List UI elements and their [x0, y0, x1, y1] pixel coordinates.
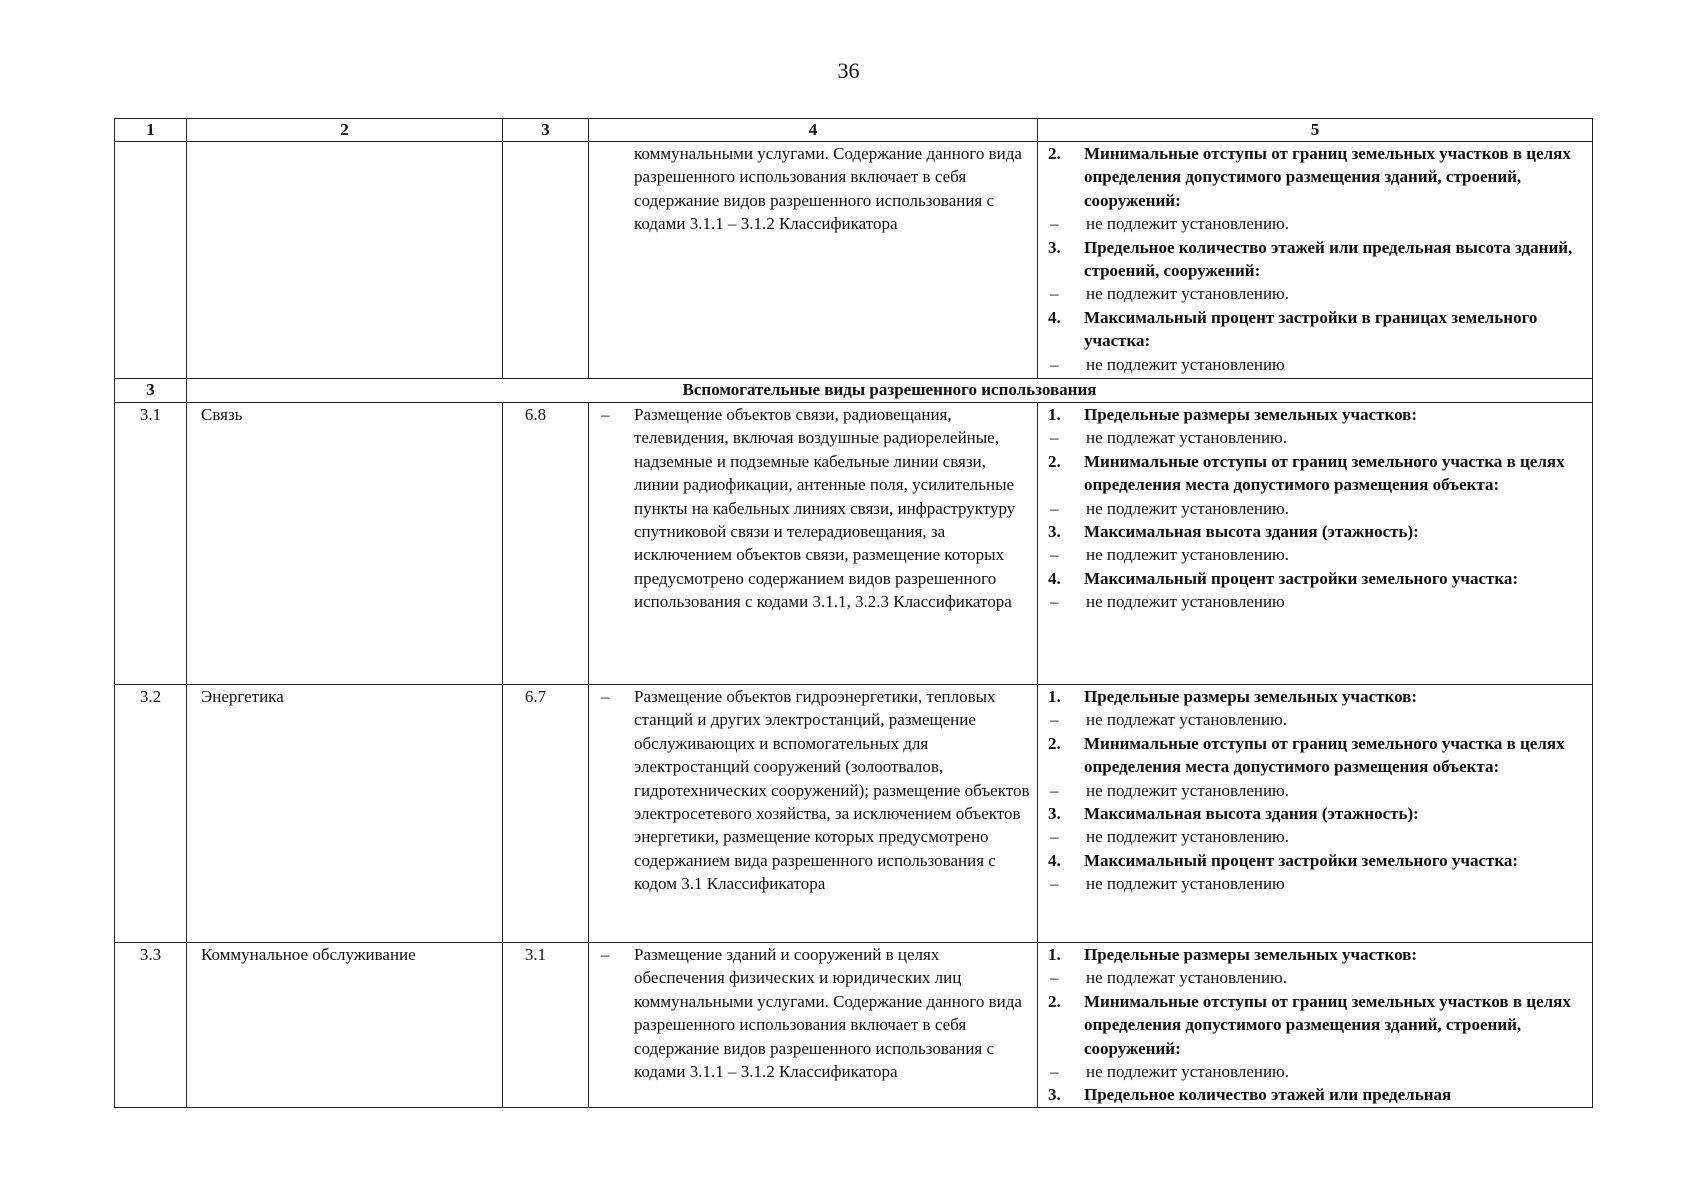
column-header-3: 3 — [503, 119, 589, 142]
dash-marker: – — [1050, 428, 1059, 448]
parameter-value — [1048, 966, 1586, 989]
parameter-text: Предельное количество этажей или предельная — [1084, 1085, 1452, 1105]
classifier-code: 6.7 — [503, 685, 589, 943]
parameter-heading — [1048, 1083, 1586, 1106]
parameter-heading — [1048, 849, 1586, 872]
dash-marker: – — [1050, 354, 1059, 374]
dash-marker: – — [1050, 284, 1059, 304]
parameter-text: не подлежит установлению. — [1086, 498, 1290, 518]
description-text: коммунальными услугами. Содержание данного вида разрешенного использования включает в себя содержание видов разрешенного использования с кодами 3.1.1 – 3.1.2 Классификатора — [634, 144, 1022, 234]
use-name: Коммунальное обслуживание — [187, 943, 503, 1108]
dash-marker: – — [1050, 710, 1059, 730]
parameter-text: Максимальная высота здания (этажность): — [1084, 804, 1419, 824]
parameter-heading — [1048, 732, 1586, 779]
description-text: Размещение объектов связи, радиовещания, телевидения, включая воздушные радиорелейные, надземные и подземные кабельные линии связи, линии радиофикации, антенные поля, усилительные пункты на кабельных линиях связи, инфраструктуру спутниковой связи и телерадиовещания, за исключением объектов связи, размещение которых предусмотрено содержанием видов разрешенного использования с кодами 3.1.1, 3.2.3 Классификатора — [634, 405, 1016, 612]
parameter-text: не подлежат установлению. — [1086, 968, 1288, 988]
dash-marker: – — [1050, 1062, 1059, 1082]
classifier-code: 3.1 — [503, 943, 589, 1108]
parameter-text: не подлежит установлению. — [1086, 545, 1290, 565]
description-cell — [589, 943, 1038, 1108]
dash-marker: – — [601, 405, 610, 424]
dash-marker: – — [1050, 214, 1059, 234]
parameter-heading — [1048, 802, 1586, 825]
parameter-heading — [1048, 236, 1586, 283]
parameter-value — [1048, 590, 1586, 613]
dash-marker: – — [601, 945, 610, 964]
parameter-number: 4. — [1048, 568, 1061, 588]
parameter-text: не подлежит установлению — [1086, 874, 1285, 894]
parameter-text: Предельные размеры земельных участков: — [1084, 945, 1418, 964]
parameter-value — [1048, 353, 1586, 376]
parameter-number: 2. — [1048, 144, 1061, 163]
parameter-text: не подлежат установлению. — [1086, 428, 1288, 448]
description-text: Размещение объектов гидроэнергетики, тепловых станций и других электростанций, размещение обслуживающих и вспомогательных для электростанций сооружений (золоотвалов, гидротехнических сооружений); размещение объектов электросетевого хозяйства, за исключением объектов энергетики, размещение которых предусмотрено содержанием вида разрешенного использования с кодом 3.1 Классификатора — [634, 687, 1030, 894]
parameter-number: 4. — [1048, 850, 1061, 870]
description-text: Размещение зданий и сооружений в целях обеспечения физических и юридических лиц коммунальными услугами. Содержание данного вида разрешенного использования включает в себя содержание видов разрешенного использования с кодами 3.1.1 – 3.1.2 Классификатора — [634, 945, 1022, 1082]
parameter-text: Максимальный процент застройки земельного участка: — [1084, 850, 1519, 870]
row-number: 3.2 — [115, 685, 187, 943]
group-title: Вспомогательные виды разрешенного использования — [187, 379, 1593, 403]
parameter-text: Предельные размеры земельных участков: — [1084, 405, 1418, 424]
parameter-number: 4. — [1048, 307, 1061, 327]
row-number: 3.3 — [115, 943, 187, 1108]
parameter-value — [1048, 426, 1586, 449]
parameter-text: не подлежат установлению. — [1086, 710, 1288, 730]
parameter-text: не подлежит установлению — [1086, 354, 1285, 374]
parameter-value — [1048, 708, 1586, 731]
group-number: 3 — [115, 379, 187, 403]
parameter-heading — [1048, 943, 1586, 966]
parameter-value — [1048, 825, 1586, 848]
parameter-number: 2. — [1048, 991, 1061, 1011]
parameter-text: не подлежит установлению. — [1086, 284, 1290, 304]
parameter-text: Максимальная высота здания (этажность): — [1084, 522, 1419, 542]
parameter-text: не подлежит установлению. — [1086, 214, 1290, 234]
parameter-value — [1048, 212, 1586, 235]
parameter-number: 1. — [1048, 687, 1061, 706]
dash-marker: – — [1050, 498, 1059, 518]
parameter-value — [1048, 779, 1586, 802]
page-number: 36 — [837, 58, 860, 83]
parameter-number: 2. — [1048, 733, 1061, 753]
parameter-value — [1048, 543, 1586, 566]
parameter-number: 1. — [1048, 405, 1061, 424]
parameter-text: Минимальные отступы от границ земельного участка в целях определения места допустимого размещения объекта: — [1084, 451, 1565, 495]
dash-marker: – — [601, 687, 610, 706]
description-cell — [589, 685, 1038, 943]
regulations-table — [114, 118, 1593, 1108]
dash-marker: – — [1050, 874, 1059, 894]
parameter-number: 2. — [1048, 451, 1061, 471]
parameter-heading — [1048, 142, 1586, 212]
classifier-code: 6.8 — [503, 403, 589, 685]
description-cell — [589, 142, 1038, 379]
parameter-text: Минимальные отступы от границ земельного участка в целях определения места допустимого размещения объекта: — [1084, 733, 1565, 777]
parameter-heading — [1048, 403, 1586, 426]
parameters-cell — [1038, 943, 1593, 1108]
row-number: 3.1 — [115, 403, 187, 685]
parameter-value — [1048, 282, 1586, 305]
use-name: Энергетика — [187, 685, 503, 943]
parameter-text: не подлежит установлению — [1086, 592, 1285, 612]
parameters-cell — [1038, 142, 1593, 379]
parameter-text: Максимальный процент застройки в границах земельного участка: — [1084, 307, 1538, 351]
table-row — [115, 943, 1593, 1108]
dash-marker: – — [1050, 592, 1059, 612]
table-row — [115, 685, 1593, 943]
parameter-number: 3. — [1048, 522, 1061, 542]
parameter-number: 1. — [1048, 945, 1061, 964]
dash-marker: – — [1050, 545, 1059, 565]
parameter-text: Предельные размеры земельных участков: — [1084, 687, 1418, 706]
parameter-heading — [1048, 306, 1586, 353]
dash-marker: – — [1050, 827, 1059, 847]
group-row — [115, 379, 1593, 403]
parameter-text: Предельное количество этажей или предельная высота зданий, строений, сооружений: — [1084, 237, 1573, 281]
parameter-heading — [1048, 520, 1586, 543]
parameter-number: 3. — [1048, 237, 1061, 257]
parameter-heading — [1048, 990, 1586, 1060]
parameter-value — [1048, 497, 1586, 520]
parameter-text: Минимальные отступы от границ земельных участков в целях определения допустимого размещения зданий, строений, сооружений: — [1084, 144, 1571, 210]
column-header-5: 5 — [1038, 119, 1593, 142]
use-name: Связь — [187, 403, 503, 685]
parameter-text: Минимальные отступы от границ земельных участков в целях определения допустимого размещения зданий, строений, сооружений: — [1084, 991, 1571, 1058]
parameters-cell — [1038, 403, 1593, 685]
continuation-row — [115, 142, 1593, 379]
parameter-number: 3. — [1048, 804, 1061, 824]
parameter-text: не подлежит установлению. — [1086, 827, 1290, 847]
parameter-heading — [1048, 685, 1586, 708]
dash-marker: – — [1050, 780, 1059, 800]
parameter-value — [1048, 872, 1586, 895]
parameter-text: не подлежит установлению. — [1086, 780, 1290, 800]
parameter-heading — [1048, 567, 1586, 590]
parameter-text: Максимальный процент застройки земельного участка: — [1084, 568, 1519, 588]
column-header-2: 2 — [187, 119, 503, 142]
parameter-number: 3. — [1048, 1085, 1061, 1105]
parameter-text: не подлежит установлению. — [1086, 1062, 1290, 1082]
parameters-cell — [1038, 685, 1593, 943]
column-header-1: 1 — [115, 119, 187, 142]
column-header-4: 4 — [589, 119, 1038, 142]
dash-marker: – — [1050, 968, 1059, 988]
description-cell — [589, 403, 1038, 685]
parameter-value — [1048, 1060, 1586, 1083]
parameter-heading — [1048, 450, 1586, 497]
header-row — [115, 119, 1593, 142]
table-row — [115, 403, 1593, 685]
